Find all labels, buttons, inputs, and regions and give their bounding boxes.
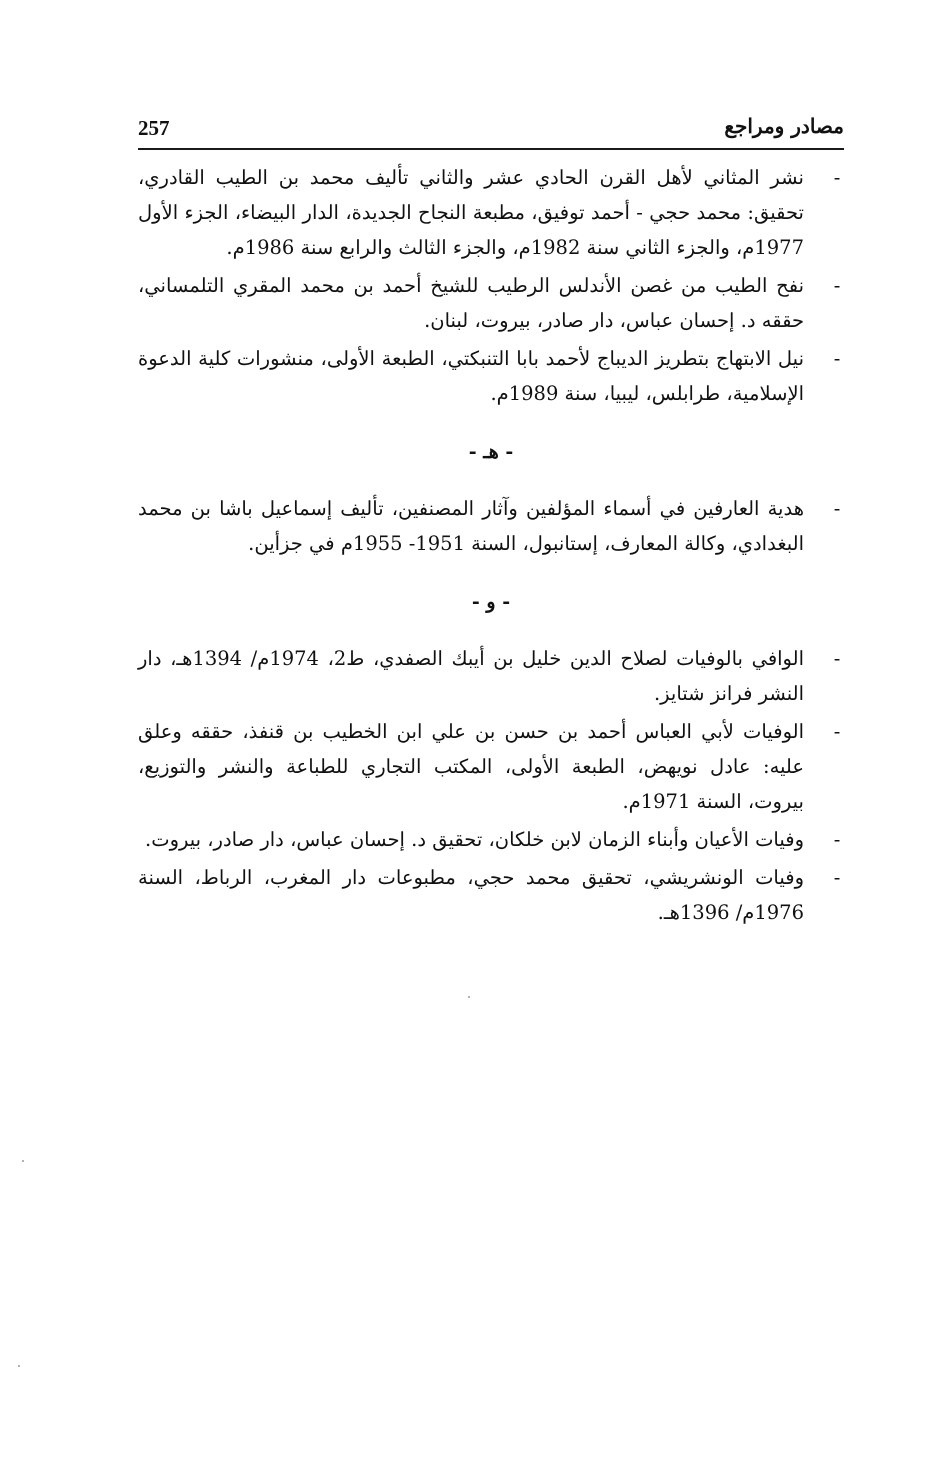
section-heading-ha: - هـ - — [468, 441, 514, 463]
page-number: 257 — [138, 116, 170, 140]
bibliography-entry — [138, 860, 844, 930]
bibliography-entry — [138, 341, 844, 411]
entry-dash: - — [833, 828, 841, 851]
entry-dash: - — [833, 347, 841, 370]
bibliography-entry — [138, 160, 844, 265]
entry-text: نشر المثاني لأهل القرن الحادي عشر والثاني تأليف محمد بن الطيب القادري، تحقيق: محمد حجي - أحمد توفيق، مطبعة النجاح الجديدة، الدار البيضاء، الجزء الأول 1977م، والجزء الثاني سنة 1982م، والجزء الثالث والرابع سنة 1986م. — [138, 166, 804, 259]
scan-speck — [468, 996, 470, 998]
entry-text: نيل الابتهاج بتطريز الديباج لأحمد بابا التنبكتي، الطبعة الأولى، منشورات كلية الدعوة الإسلامية، طرابلس، ليبيا، سنة 1989م. — [138, 347, 804, 405]
entry-text: الوفيات لأبي العباس أحمد بن حسن بن علي ابن الخطيب بن قنفذ، حققه وعلق عليه: عادل نويهض، الطبعة الأولى، المكتب التجاري للطباعة والنشر والتوزيع، بيروت، السنة 1971م. — [138, 720, 804, 813]
scan-speck — [22, 1160, 24, 1162]
entry-dash: - — [833, 720, 841, 743]
bibliography-entry — [138, 491, 844, 561]
bibliography-list — [138, 160, 844, 933]
page-header — [138, 108, 844, 150]
entry-text: وفيات الونشريشي، تحقيق محمد حجي، مطبوعات دار المغرب، الرباط، السنة 1976م/ 1396هـ. — [138, 866, 804, 924]
entry-dash: - — [833, 497, 841, 520]
bibliography-entry — [138, 268, 844, 338]
bibliography-entry — [138, 641, 844, 711]
entry-dash: - — [833, 866, 841, 889]
entry-dash: - — [833, 166, 841, 189]
section-heading-waw: - و - — [471, 591, 511, 613]
entry-dash: - — [833, 274, 841, 297]
entry-text: هدية العارفين في أسماء المؤلفين وآثار المصنفين، تأليف إسماعيل باشا بن محمد البغدادي، وكالة المعارف، إستانبول، السنة 1951- 1955م في جزأين. — [138, 497, 804, 555]
entry-text: وفيات الأعيان وأبناء الزمان لابن خلكان، تحقيق د. إحسان عباس، دار صادر، بيروت. — [145, 828, 804, 851]
entry-text: الوافي بالوفيات لصلاح الدين خليل بن أيبك الصفدي، ط2، 1974م/ 1394هـ، دار النشر فرانز شتايز. — [138, 647, 804, 705]
scan-speck — [18, 1365, 20, 1367]
bibliography-entry — [138, 822, 844, 857]
running-title: مصادر ومراجع — [724, 114, 844, 138]
entry-text: نفح الطيب من غصن الأندلس الرطيب للشيخ أحمد بن محمد المقري التلمساني، حققه د. إحسان عباس، دار صادر، بيروت، لبنان. — [138, 274, 804, 332]
entry-dash: - — [833, 647, 841, 670]
bibliography-entry — [138, 714, 844, 819]
